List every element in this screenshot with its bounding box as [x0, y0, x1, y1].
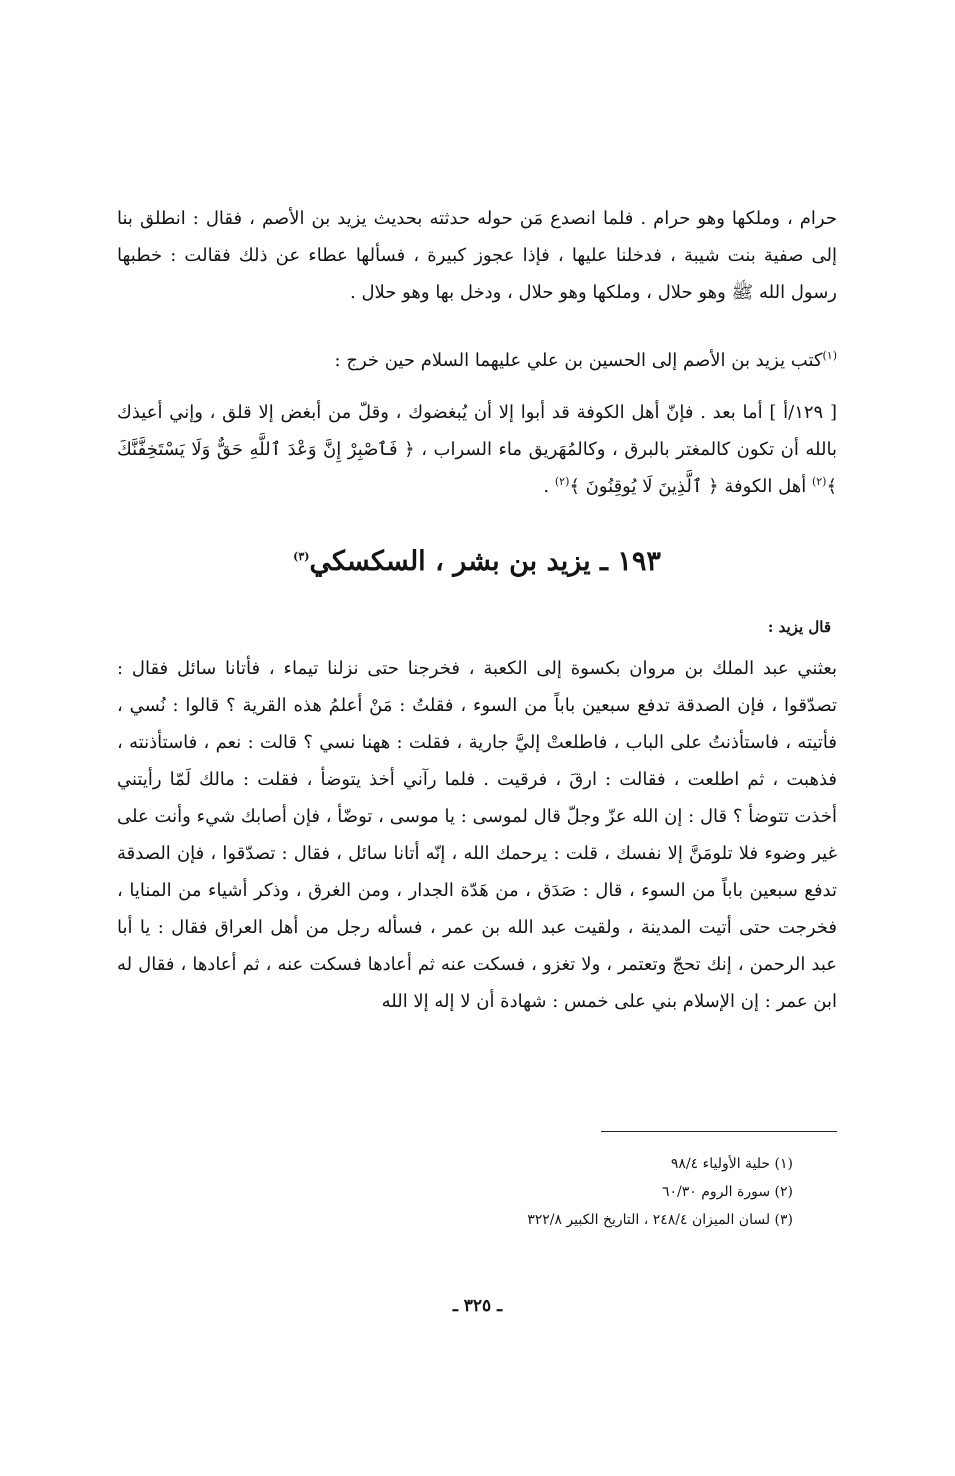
story-paragraph — [117, 650, 837, 1020]
footnote-marker: (٢) — [554, 475, 570, 488]
paragraph-text: حرام ، وملكها وهو حرام . فلما انصدع مَن حوله حدثته بحديث يزيد بن الأصم ، فقال : انطلق بنا إلى صفية بنت شيبة ، فدخلنا عليها ، فإذا عجوز كبيرة ، فسألها عطاء عن ذلك فقالت : خطبها رسول الله ﷺ وهو حلال ، وملكها وهو حلال ، ودخل بها وهو حلال . — [117, 208, 837, 303]
entry-heading-text: ١٩٣ ـ يزيد بن بشر ، السكسكي — [309, 546, 661, 577]
footnote-divider — [601, 1131, 837, 1132]
footnote-item: (٣) لسان الميزان ٢٤٨/٤ ، التاريخ الكبير ٣٢٢/٨ — [527, 1212, 793, 1228]
story-text: بعثني عبد الملك بن مروان بكسوة إلى الكعبة ، فخرجنا حتى نزلنا تيماء ، فأتانا سائل فقال : تصدّقوا ، فإن الصدقة تدفع سبعين باباً من السوء ، فقلتُ : مَنْ أعلمُ هذه القرية ؟ قالوا : نُسي ، فأتيته ، فاستأذنتُ على الباب ، فاطلعتْ إليَّ جارية ، فقلت : ههنا نسي ؟ قالت : نعم ، فاستأذنته ، فذهبت ، ثم اطلعت ، فقالت : ارقَ ، فرقيت . فلما رآني أخذ يتوضأ ، فقلت : مالك لَمّا رأيتني أخذت تتوضأ ؟ قال : إن الله عزّ وجلّ قال لموسى : يا موسى ، توضّأ ، فإن أصابك شيء وأنت على غير وضوء فلا تلومَنَّ إلا نفسك ، قلت : يرحمك الله ، إنّه أتانا سائل ، فقال : تصدّقوا ، فإن الصدقة تدفع سبعين باباً من السوء ، قال : صَدَق ، من هَدّة الجدار ، ومن الغرق ، وذكر أشياء من المنايا ، فخرجت حتى أتيت المدينة ، ولقيت عبد الله بن عمر ، فسأله رجل من أهل العراق فقال : يا أبا عبد الرحمن ، إنك تحجّ وتعتمر ، ولا تغزو ، فسكت عنه ثم أعادها فسكت عنه ، ثم أعادها ، فقال له ابن عمر : إن الإسلام بني على خمس : شهادة أن لا إله إلا الله — [117, 658, 838, 1012]
letter-text-part: [ ١٢٩/أ ] أما بعد . فإنّ أهل الكوفة قد أبوا إلا أن يُبغضوك ، وقلّ من أبغض إلا قلق ، وإني أعيذك بالله أن تكون كالمغتر بالبرق ، وكالمُهَريق ماء السراب ، ﴿ فَٱصْبِرْ إِنَّ وَعْدَ ٱللَّهِ حَقٌّ وَلَا يَسْتَخِفَّنَّكَ ﴾ — [117, 402, 837, 497]
footnote-item: (٢) سورة الروم ٦٠/٣٠ — [662, 1184, 793, 1200]
footnote-item: (١) حلية الأولياء ٩٨/٤ — [670, 1156, 793, 1172]
letter-text-part: أهل الكوفة ﴿ ٱلَّذِينَ لَا يُوقِنُونَ ﴾ — [569, 476, 812, 497]
entry-heading — [117, 546, 837, 577]
narrator-subheading: قال يزيد : — [767, 618, 831, 636]
letter-intro-text: كتب يزيد بن الأصم إلى الحسين بن علي عليهما السلام حين خرج : — [334, 350, 823, 371]
letter-text-part: . — [543, 476, 555, 497]
footnote-marker: (٢) — [811, 475, 827, 488]
footnote-marker: (١) — [822, 349, 837, 362]
letter-intro-line — [117, 342, 837, 379]
body-paragraph-opening — [117, 200, 837, 311]
letter-paragraph — [117, 394, 837, 505]
page-number: ـ ٣٢٥ ـ — [452, 1296, 503, 1316]
letter-intro — [117, 342, 837, 379]
footnote-marker: (٣) — [293, 550, 310, 563]
footnotes-list — [527, 1150, 793, 1234]
letter-text — [117, 394, 837, 505]
